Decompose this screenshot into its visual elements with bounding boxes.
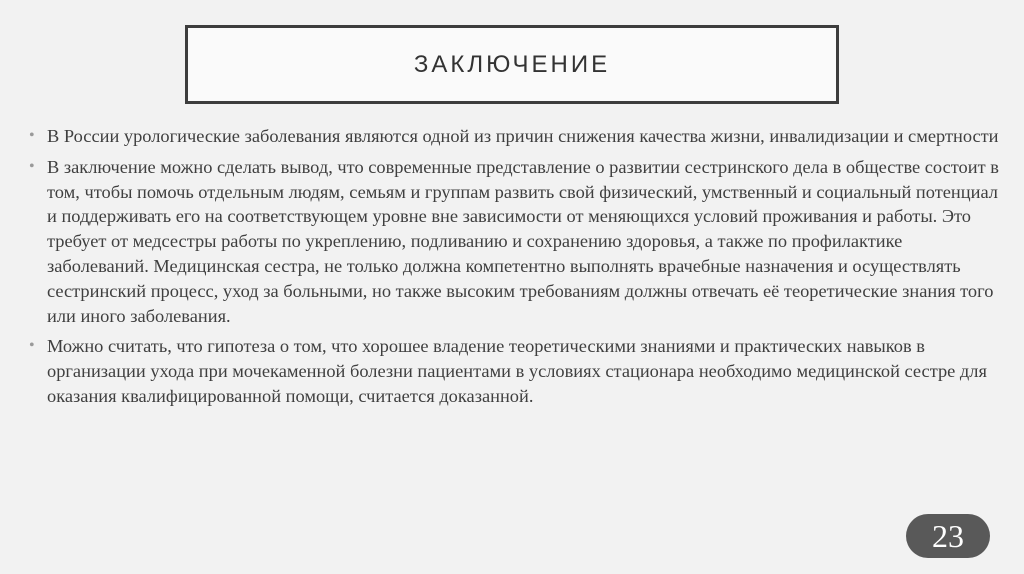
bullet-marker: • bbox=[29, 127, 35, 144]
bullet-text: В заключение можно сделать вывод, что современные представление о развитии сестринского дела в обществе состоит в том, чтобы помочь отдельным людям, семьям и группам развить свой физический, умственный и социальный потенциал и поддерживать его на соответствующем уровне вне зависимости от меняющихся условий проживания и работы. Это требует от медсестры работы по укреплению, подливанию и сохранению здоровья, а также по профилактике заболеваний. Медицинская сестра, не только должна компетентно выполнять врачебные назначения и осуществлять сестринский процесс, уход за больными, но также высоким требованиям должны отвечать её теоретические знания того или иного заболевания. bbox=[47, 156, 999, 326]
bullet-text: Можно считать, что гипотеза о том, что хорошее владение теоретическими знаниями и практических навыков в организации ухода при мочекаменной болезни пациентами в условиях стационара необходимо медицинской сестре для оказания квалифицированной помощи, считается доказанной. bbox=[47, 336, 987, 406]
page-number: 23 bbox=[932, 518, 964, 554]
bullet-item bbox=[29, 334, 999, 408]
bullet-item bbox=[29, 155, 999, 329]
bullet-text: В России урологические заболевания являются одной из причин снижения качества жизни, инвалидизации и смертности bbox=[47, 126, 999, 146]
page-number-badge bbox=[906, 514, 990, 558]
bullet-marker: • bbox=[29, 157, 35, 175]
slide-title-box bbox=[185, 25, 839, 104]
bullet-marker: • bbox=[29, 337, 35, 355]
bullet-list bbox=[29, 124, 999, 415]
slide-title: ЗАКЛЮЧЕНИЕ bbox=[413, 50, 611, 78]
bullet-item bbox=[29, 124, 999, 149]
